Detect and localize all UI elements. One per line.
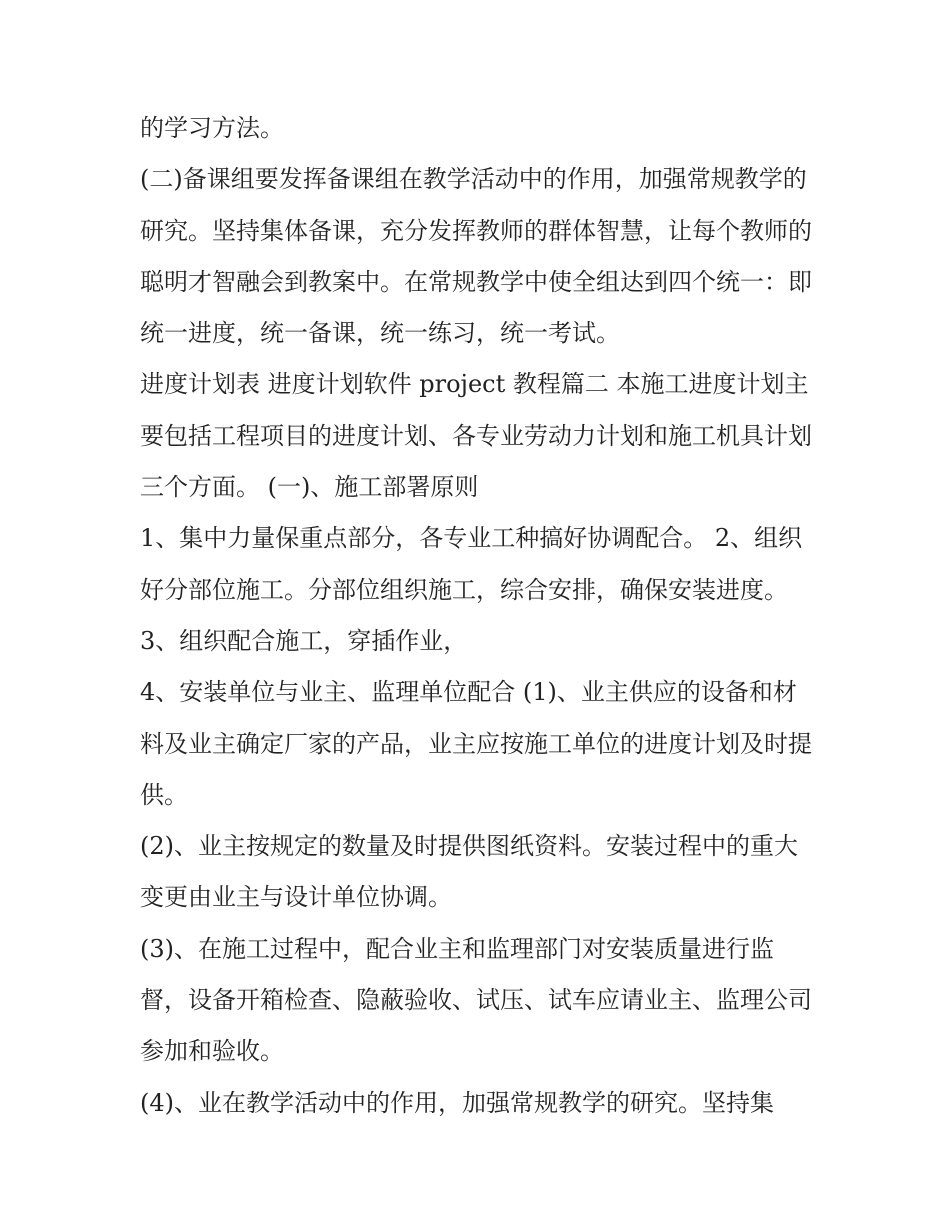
paragraph-1: 的学习方法。 xyxy=(140,114,284,142)
document-body xyxy=(140,103,815,1129)
paragraph-2: (二)备课组要发挥备课组在教学活动中的作用，加强常规教学的研究。坚持集体备课，充分发挥教师的群体智慧，让每个教师的聪明才智融会到教案中。在常规教学中使全组达到四个统一：即统一进度，统一备课，统一练习，统一考试。 xyxy=(140,165,812,348)
paragraph-5: 4、安装单位与业主、监理单位配合 (1)、业主供应的设备和材料及业主确定厂家的产品，业主应按施工单位的进度计划及时提供。 xyxy=(140,678,812,809)
paragraph-6: (2)、业主按规定的数量及时提供图纸资料。安装过程中的重大变更由业主与设计单位协调。 xyxy=(140,832,798,912)
paragraph-7: (3)、在施工过程中，配合业主和监理部门对安装质量进行监督，设备开箱检查、隐蔽验收、试压、试车应请业主、监理公司参加和验收。 xyxy=(140,934,812,1066)
paragraph-8: (4)、业在教学活动中的作用，加强常规教学的研究。坚持集 xyxy=(140,1088,774,1117)
paragraph-3: 进度计划表 进度计划软件 project 教程篇二 本施工进度计划主要包括工程项目的进度计划、各专业劳动力计划和施工机具计划三个方面。 (一)、施工部署原则 xyxy=(140,370,812,502)
paragraph-4: 1、集中力量保重点部分，各专业工种搞好协调配合。 2、组织好分部位施工。分部位组织施工，综合安排，确保安装进度。 3、组织配合施工，穿插作业， xyxy=(140,524,803,655)
